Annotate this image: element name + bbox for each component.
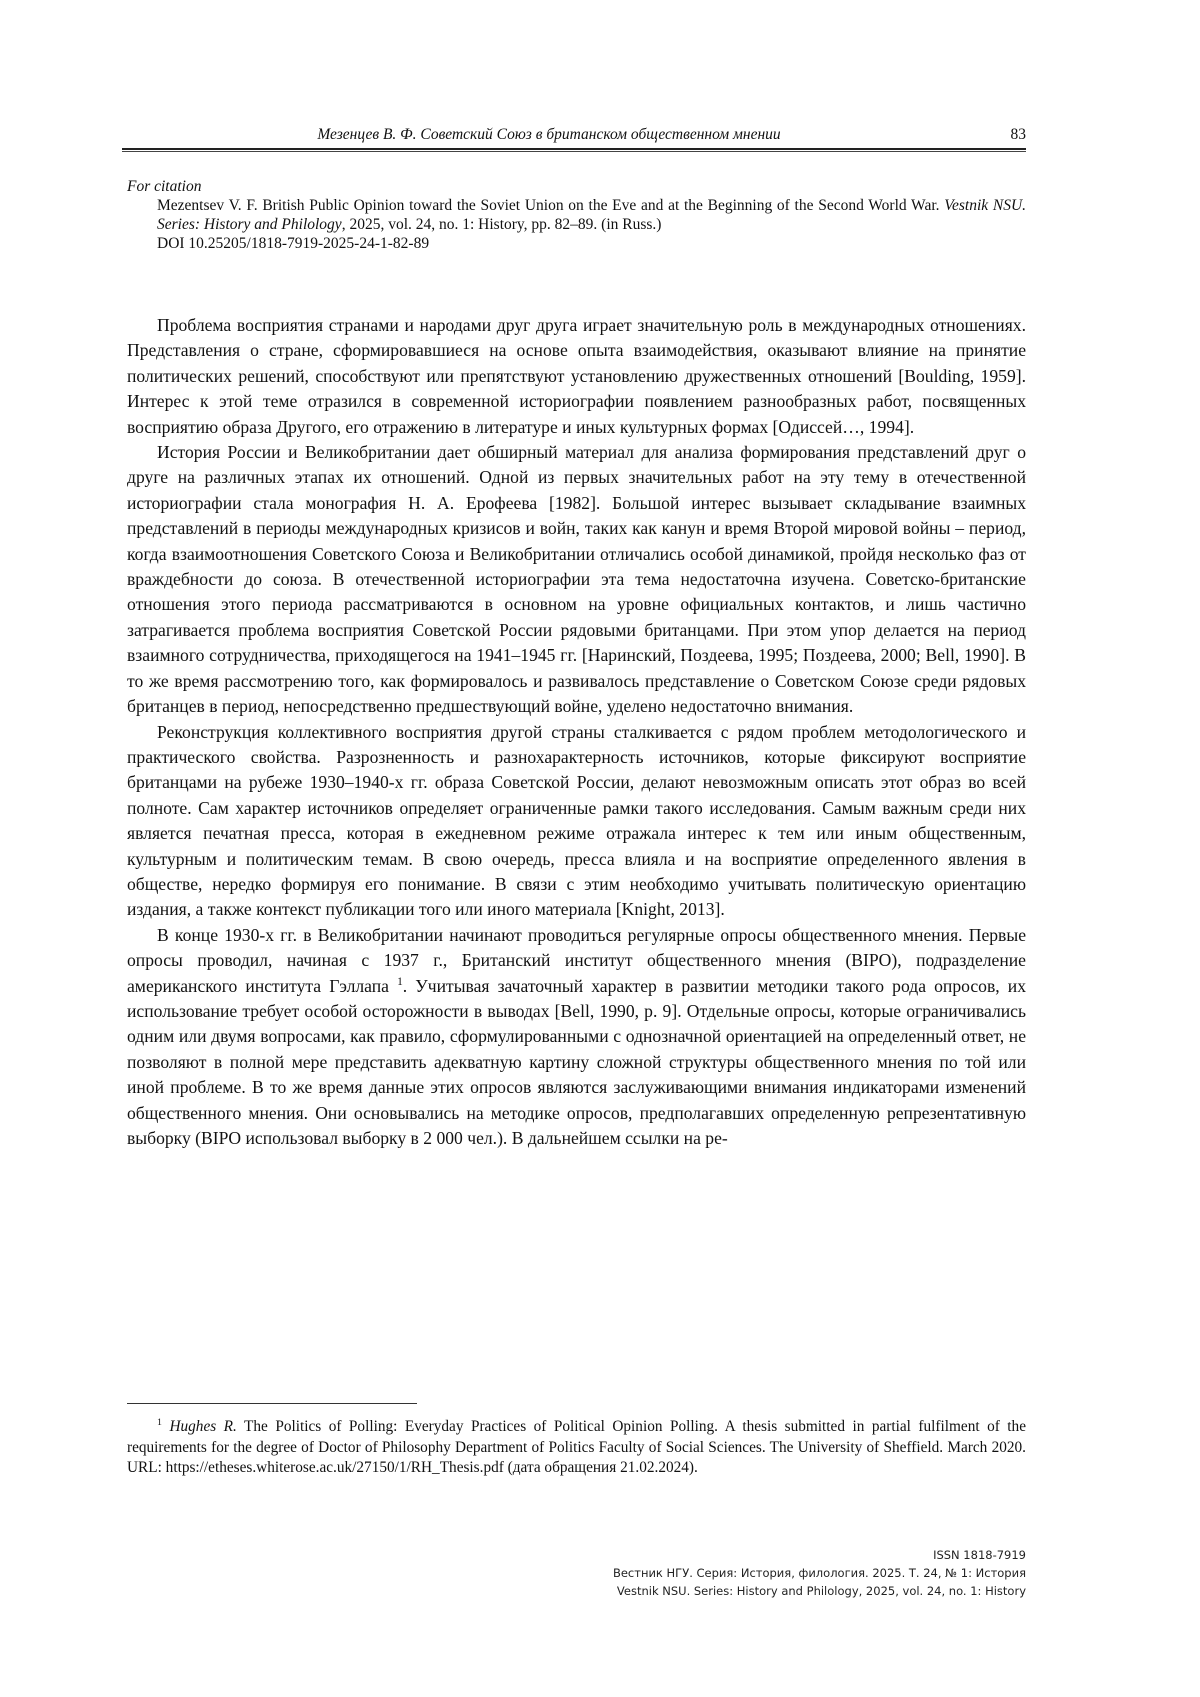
citation-doi: DOI 10.25205/1818-7919-2025-24-1-82-89	[157, 235, 429, 252]
footnote-1	[127, 1417, 1026, 1479]
running-title: Мезенцев В. Ф. Советский Союз в британском общественном мнении	[122, 124, 976, 146]
article-body	[127, 313, 1026, 1151]
paragraph-4	[127, 923, 1026, 1152]
footnote-reference[interactable]: 1	[397, 976, 403, 988]
citation-block	[127, 177, 1026, 253]
page-footer	[613, 1546, 1026, 1600]
paragraph-2: История России и Великобритании дает обширный материал для анализа формирования представлений друг о друге на различных этапах их отношений. Одной из первых значительных работ на эту тему в отечественной историографии стала монография Н. А. Ерофеева [1982]. Большой интерес вызывает складывание взаимных представлений в периоды международных кризисов и войн, таких как канун и время Второй мировой войны – период, когда взаимоотношения Советского Союза и Великобритании отличались особой динамикой, пройдя несколько фаз от враждебности до союза. В отечественной историографии эта тема недостаточна изучена. Советско-британские отношения этого периода рассматриваются в основном на уровне официальных контактов, и лишь частично затрагивается проблема восприятия Советской России рядовыми британцами. При этом упор делается на период взаимного сотрудничества, приходящегося на 1941–1945 гг. [Наринский, Поздеева, 1995; Поздеева, 2000; Bell, 1990]. В то же время рассмотрению того, как формировалось и развивалось представление о Советском Союзе среди рядовых британцев в период, непосредственно предшествующий войне, уделено недостаточно внимания.	[127, 440, 1026, 719]
page-number: 83	[1011, 124, 1027, 146]
footer-journal-en: Vestnik NSU. Series: History and Philology, 2025, vol. 24, no. 1: History	[613, 1582, 1026, 1600]
citation-text	[157, 196, 1026, 253]
header-rule-thin	[122, 151, 1026, 152]
citation-label: For citation	[127, 177, 1026, 196]
citation-authors: Mezentsev V. F. British Public Opinion toward the Soviet Union on the Eve and at the Beginning of the Second World War.	[157, 197, 944, 214]
footnote-text: The Politics of Polling: Everyday Practices of Political Opinion Polling. A thesis submitted in partial fulfilment of the requirements for the degree of Doctor of Philosophy Department of Politics Faculty of Social Sciences. The University of Sheffield. March 2020. URL: https://etheses.whiterose.ac.uk/27150/1/RH_Thesis.pdf (дата обращения 21.02.2024).	[127, 1418, 1026, 1476]
footnote-author: Hughes R.	[169, 1418, 236, 1435]
footnote-number: 1	[157, 1417, 162, 1428]
footnote-rule	[127, 1403, 417, 1404]
paragraph-3: Реконструкция коллективного восприятия другой страны сталкивается с рядом проблем методологического и практического свойства. Разрозненность и разнохарактерность источников, которые фиксируют восприятие британцами на рубеже 1930–1940-х гг. образа Советской России, делают невозможным описать этот образ во всей полноте. Сам характер источников определяет ограниченные рамки такого исследования. Самым важным среди них является печатная пресса, которая в ежедневном режиме отражала интерес к тем или иным общественным, культурным и политическим темам. В свою очередь, пресса влияла и на восприятие определенного явления в обществе, нередко формируя его понимание. В связи с этим необходимо учитывать политическую ориентацию издания, а также контекст публикации того или иного материала [Knight, 2013].	[127, 720, 1026, 923]
paragraph-4-text-a: В конце 1930-х гг. в Великобритании начинают проводиться регулярные опросы общественного мнения. Первые опросы проводил, начиная с 1937 г., Британский институт общественного мнения (BIPO), подразделение американского института Гэллапа	[127, 925, 1026, 996]
citation-journal: Vestnik NSU. Series: History and Philology	[157, 197, 1026, 233]
header-rule-thick	[122, 148, 1026, 150]
journal-page	[0, 0, 1200, 1697]
citation-details: , 2025, vol. 24, no. 1: History, pp. 82–89. (in Russ.)	[342, 216, 662, 233]
paragraph-1: Проблема восприятия странами и народами друг друга играет значительную роль в международных отношениях. Представления о стране, сформировавшиеся на основе опыта взаимодействия, оказывают влияние на принятие политических решений, способствуют или препятствуют установлению дружественных отношений [Boulding, 1959]. Интерес к этой теме отразился в современной историографии появлением разнообразных работ, посвященных восприятию образа Другого, его отражению в литературе и иных культурных формах [Одиссей…, 1994].	[127, 313, 1026, 440]
running-head	[122, 124, 1026, 146]
paragraph-4-text-b: . Учитывая зачаточный характер в развитии методики такого рода опросов, их использование требует особой осторожности в выводах [Bell, 1990, p. 9]. Отдельные опросы, которые ограничивались одним или двумя вопросами, как правило, сформулированными с однозначной ориентацией на определенный ответ, не позволяют в полной мере представить адекватную картину сложной структуры общественного мнения по той или иной проблеме. В то же время данные этих опросов являются заслуживающими внимания индикаторами изменений общественного мнения. Они основывались на методике опросов, предполагавших определенную репрезентативную выборку (BIPO использовал выборку в 2 000 чел.). В дальнейшем ссылки на ре-	[127, 976, 1026, 1148]
footer-journal-ru: Вестник НГУ. Серия: История, филология. 2025. Т. 24, № 1: История	[613, 1564, 1026, 1582]
footer-issn: ISSN 1818-7919	[613, 1546, 1026, 1564]
